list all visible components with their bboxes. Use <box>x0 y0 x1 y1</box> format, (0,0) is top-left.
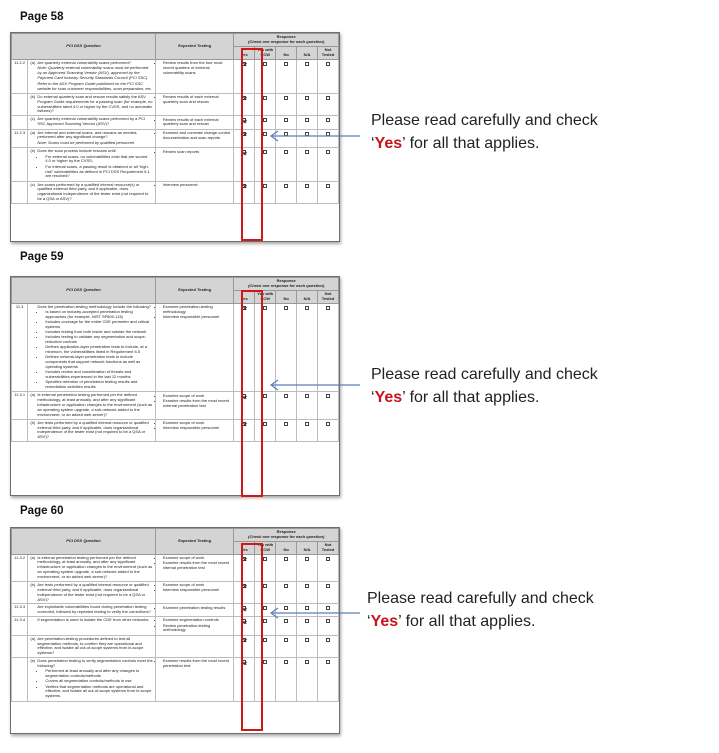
question-text: Are scans performed by a qualified internal resource(s) or qualified external third party, and if applicable, does organizational independence of the tester exist (not required to be a QSA or ASV)? <box>37 181 149 202</box>
question-cell <box>28 554 156 581</box>
column-header-yes: Yes <box>234 46 255 59</box>
question-cell <box>28 581 156 604</box>
item-marker: (a) <box>30 554 36 560</box>
item-marker: (b) <box>30 148 36 154</box>
table-row <box>12 116 339 129</box>
item-marker: (a) <box>30 129 36 135</box>
yes-emphasis: Yes <box>370 613 399 630</box>
response-cell-na <box>297 148 318 181</box>
response-cell-na <box>297 554 318 581</box>
item-marker: (a) <box>30 59 36 65</box>
response-cell-no <box>276 116 297 129</box>
yes-ccw-checkbox[interactable] <box>263 557 267 561</box>
response-cell-not-tested <box>318 148 339 181</box>
item-marker: (b) <box>30 93 36 99</box>
question-text: Are penetration-testing procedures defined to test all segmentation methods, to confirm they are operational and effective, and isolate all out-of-scope systems from in-scope systems? <box>37 635 144 656</box>
table-row <box>12 581 339 604</box>
question-text: Does the scan process include rescans until: <box>37 148 117 154</box>
column-header-yes: Yes <box>234 290 255 303</box>
question-cell <box>28 93 156 116</box>
column-header-na: N/A <box>297 290 318 303</box>
column-header-question: PCI DSS Question <box>12 529 156 555</box>
table-row <box>12 658 339 701</box>
arrow-icon-58 <box>268 129 362 143</box>
no-checkbox[interactable] <box>284 118 288 122</box>
testing-item: • Examine scope of work <box>163 583 231 588</box>
item-marker: (c) <box>30 181 36 187</box>
response-cell-na <box>297 59 318 93</box>
column-header-yes-ccw: Yes with CCW <box>255 46 276 59</box>
question-note: Note: Quarterly external vulnerability scans must be performed by an Approved Scanning Vendor (ASV), approved by the Payment Card Industry Security Standards Council (PCI SSC). <box>37 65 149 81</box>
requirement-ref: 11.3.1 <box>12 392 28 419</box>
column-header-response <box>234 529 339 542</box>
testing-cell <box>155 93 233 116</box>
not-tested-checkbox[interactable] <box>326 184 330 188</box>
response-title: Response <box>276 278 296 283</box>
response-cell-na <box>297 658 318 701</box>
question-text: Are exploitable vulnerabilities found during penetration testing corrected, followed by repeated testing to verify the corrections? <box>37 604 151 615</box>
question-bullet: • Includes testing from both inside and outside the network <box>45 330 153 335</box>
not-tested-checkbox[interactable] <box>326 118 330 122</box>
testing-cell <box>155 554 233 581</box>
yes-ccw-checkbox[interactable] <box>263 619 267 623</box>
column-header-yes-ccw: Yes with CCW <box>255 541 276 554</box>
instruction-line-2: ’ for all that applies. <box>402 135 540 152</box>
question-cell <box>28 658 156 701</box>
response-cell-na <box>297 635 318 658</box>
no-checkbox[interactable] <box>284 394 288 398</box>
column-header-no: No <box>276 541 297 554</box>
question-bullet: • Verifies that segmentation methods are operational and effective, and isolate all out-of-scope systems from in-scope systems. <box>45 685 153 700</box>
requirement-ref <box>12 116 28 129</box>
requirement-ref: 11.2.3 <box>12 129 28 148</box>
testing-cell <box>155 148 233 181</box>
response-cell-no <box>276 419 297 442</box>
question-text: Do external quarterly scan and rescan results satisfy the ASV Program Guide requirements for a passing scan (for example, no vulnerabilities rated 4.0 or higher by the CVSS, and no automatic failures)? <box>37 93 153 114</box>
response-cell-no <box>276 635 297 658</box>
not-tested-checkbox[interactable] <box>326 557 330 561</box>
table-row <box>12 148 339 181</box>
question-bullet: • Includes review and consideration of threats and vulnerabilities experienced in the last 12 months <box>45 370 153 380</box>
response-cell-na <box>297 116 318 129</box>
table-row <box>12 554 339 581</box>
question-bullet: • Includes testing to validate any segmentation and scope-reduction controls <box>45 335 153 345</box>
testing-item: • Interview responsible personnel <box>163 426 231 431</box>
testing-cell <box>155 303 233 392</box>
open-quote: ‘ <box>371 135 375 152</box>
response-cell-no <box>276 148 297 181</box>
testing-cell <box>155 419 233 442</box>
column-header-testing: Expected Testing <box>155 278 233 304</box>
no-checkbox[interactable] <box>284 584 288 588</box>
instruction-line-1: Please read carefully and check <box>371 366 598 383</box>
arrow-icon-60 <box>268 606 362 620</box>
question-text: Is external penetration testing performed per the defined methodology, at least annually, and after any significant infrastructure or application changes to the environment (such as an operating system upgrade, a sub-network added to the environment, or an added web server)? <box>37 392 153 417</box>
instruction-line-1: Please read carefully and check <box>367 590 594 607</box>
column-header-question: PCI DSS Question <box>12 278 156 304</box>
question-text: Are tests performed by a qualified internal resource or qualified external third party, and if applicable, does organizational independence of the tester exist (not required to be a QSA or ASV)? <box>37 419 149 440</box>
column-header-testing: Expected Testing <box>155 529 233 555</box>
response-subtitle: (Check one response for each question) <box>248 38 325 44</box>
yes-ccw-checkbox[interactable] <box>263 660 267 664</box>
column-header-question: PCI DSS Question <box>12 34 156 60</box>
response-cell-not-tested <box>318 658 339 701</box>
question-text: Are quarterly external vulnerability scans performed? <box>37 59 131 65</box>
yes-ccw-checkbox[interactable] <box>263 150 267 154</box>
instruction-note-60 <box>367 587 667 633</box>
question-bullet: • Performed at least annually and after any changes to segmentation controls/methods <box>45 669 153 679</box>
testing-cell <box>155 392 233 419</box>
na-checkbox[interactable] <box>305 306 309 310</box>
testing-cell <box>155 59 233 93</box>
no-checkbox[interactable] <box>284 638 288 642</box>
requirement-ref <box>12 419 28 442</box>
instruction-note-58 <box>371 109 671 155</box>
response-cell-not-tested <box>318 181 339 204</box>
question-text: Are tests performed by a qualified internal resource or qualified external third party, and if applicable, does organizational independence of the tester exist (not required to be a QSA or ASV)? <box>37 581 149 602</box>
table-row <box>12 392 339 419</box>
testing-item: • Interview responsible personnel <box>163 588 231 593</box>
column-header-not-tested: Not Tested <box>318 541 339 554</box>
question-text: Are quarterly external vulnerability scans performed by a PCI SSC Approved Scanning Vendor (ASV)? <box>37 116 146 127</box>
not-tested-checkbox[interactable] <box>326 660 330 664</box>
na-checkbox[interactable] <box>305 150 309 154</box>
response-cell-no <box>276 392 297 419</box>
testing-item: • Examine results from the most recent internal penetration test <box>163 561 231 571</box>
not-tested-checkbox[interactable] <box>326 62 330 66</box>
item-marker: (b) <box>30 581 36 587</box>
question-bullet: • Includes coverage for the entire CDE perimeter and critical systems <box>45 320 153 330</box>
table-row <box>12 419 339 442</box>
open-quote: ‘ <box>367 613 371 630</box>
column-header-no: No <box>276 46 297 59</box>
response-cell-not-tested <box>318 554 339 581</box>
testing-cell <box>155 635 233 658</box>
testing-item: • Review results from the four most recent quarters of external vulnerability scans <box>163 61 231 76</box>
na-checkbox[interactable] <box>305 62 309 66</box>
testing-item: • Examine results from the most recent penetration test <box>163 659 231 669</box>
question-cell <box>28 419 156 442</box>
response-cell-not-tested <box>318 419 339 442</box>
item-marker <box>30 618 37 623</box>
question-text: Are internal and external scans, and rescans as needed, performed after any significant change? <box>37 129 138 140</box>
testing-item: • Examine penetration-testing methodology <box>163 305 231 315</box>
item-marker: (a) <box>30 635 36 641</box>
question-cell <box>28 617 156 636</box>
column-header-not-tested: Not Tested <box>318 290 339 303</box>
testing-item: • Review results of each external quarterly scan and rescan <box>163 118 231 128</box>
item-marker: (b) <box>30 419 36 425</box>
response-title: Response <box>276 529 296 534</box>
no-checkbox[interactable] <box>284 62 288 66</box>
na-checkbox[interactable] <box>305 184 309 188</box>
column-header-na: N/A <box>297 46 318 59</box>
response-subtitle: (Check one response for each question) <box>248 533 325 539</box>
response-cell-na <box>297 419 318 442</box>
column-header-no: No <box>276 290 297 303</box>
response-cell-no <box>276 59 297 93</box>
yes-ccw-checkbox[interactable] <box>263 118 267 122</box>
question-note: Note: Scans must be performed by qualified personnel. <box>37 140 135 146</box>
item-marker: (a) <box>30 392 36 398</box>
yes-column-highlight-60 <box>241 543 263 731</box>
item-marker <box>30 605 37 615</box>
question-cell <box>28 604 156 617</box>
instruction-line-2: ’ for all that applies. <box>402 389 540 406</box>
response-cell-na <box>297 181 318 204</box>
response-cell-no <box>276 93 297 116</box>
response-cell-not-tested <box>318 93 339 116</box>
requirement-ref: 11.2.2 <box>12 59 28 93</box>
yes-ccw-checkbox[interactable] <box>263 638 267 642</box>
response-cell-not-tested <box>318 392 339 419</box>
column-header-response <box>234 278 339 291</box>
column-header-testing: Expected Testing <box>155 34 233 60</box>
not-tested-checkbox[interactable] <box>326 584 330 588</box>
yes-ccw-checkbox[interactable] <box>263 306 267 310</box>
requirement-ref: 11.3.2 <box>12 554 28 581</box>
no-checkbox[interactable] <box>284 96 288 100</box>
requirement-ref <box>12 635 28 658</box>
response-cell-na <box>297 581 318 604</box>
testing-item: • Examine scope of work <box>163 394 231 399</box>
testing-item: • Examine scope of work <box>163 421 231 426</box>
na-checkbox[interactable] <box>305 118 309 122</box>
response-cell-no <box>276 181 297 204</box>
na-checkbox[interactable] <box>305 660 309 664</box>
na-checkbox[interactable] <box>305 96 309 100</box>
column-header-not-tested: Not Tested <box>318 46 339 59</box>
requirement-ref <box>12 658 28 701</box>
question-note: Refer to the ASV Program Guide published on the PCI SSC website for scan customer responsibilities, scan preparation, etc. <box>37 81 152 91</box>
question-text: Does penetration testing to verify segmentation controls meet the following? <box>37 658 153 669</box>
question-text: Does the penetration-testing methodology include the following? <box>37 303 151 309</box>
item-marker: (c) <box>30 116 36 122</box>
table-row <box>12 635 339 658</box>
testing-item: • Examine segmentation controls <box>163 618 231 623</box>
item-marker: (b) <box>30 658 36 664</box>
not-tested-checkbox[interactable] <box>326 422 330 426</box>
testing-item: • Review penetration-testing methodology <box>163 624 231 634</box>
column-header-response <box>234 34 339 47</box>
testing-cell <box>155 116 233 129</box>
question-cell <box>28 303 156 392</box>
testing-cell <box>155 181 233 204</box>
not-tested-checkbox[interactable] <box>326 150 330 154</box>
no-checkbox[interactable] <box>284 557 288 561</box>
question-bullet: • Is based on industry-accepted penetration testing approaches (for example, NIST SP800-115) <box>45 310 153 320</box>
question-text: Is internal penetration testing performed per the defined methodology, at least annually, and after any significant infrastructure or application changes to the environment (such as an operating system upgrade, a sub-network added to the environment, or an added web server)? <box>37 554 153 579</box>
open-quote: ‘ <box>371 389 375 406</box>
requirement-ref: 11.3 <box>12 303 28 392</box>
form-table-page-60 <box>10 527 340 734</box>
question-cell <box>28 129 156 148</box>
na-checkbox[interactable] <box>305 394 309 398</box>
question-cell <box>28 116 156 129</box>
yes-column-highlight-59 <box>241 290 263 497</box>
no-checkbox[interactable] <box>284 150 288 154</box>
response-cell-no <box>276 554 297 581</box>
page-label-59: Page 59 <box>20 251 64 263</box>
question-bullet: • Defines network-layer penetration tests to include components that support network functions as well as operating systems <box>45 355 153 370</box>
testing-item: • Interview responsible personnel <box>163 315 231 320</box>
question-cell <box>28 392 156 419</box>
not-tested-checkbox[interactable] <box>326 394 330 398</box>
testing-item: • Examine results from the most recent external penetration test <box>163 399 231 409</box>
testing-item: • Examine and correlate change control documentation and scan reports <box>163 131 231 141</box>
testing-item: • Review scan reports <box>163 150 231 155</box>
table-row <box>12 93 339 116</box>
yes-ccw-checkbox[interactable] <box>263 184 267 188</box>
no-checkbox[interactable] <box>284 422 288 426</box>
yes-emphasis: Yes <box>374 135 403 152</box>
response-cell-not-tested <box>318 635 339 658</box>
question-cell <box>28 181 156 204</box>
response-cell-na <box>297 93 318 116</box>
requirement-ref <box>12 181 28 204</box>
response-cell-no <box>276 658 297 701</box>
yes-column-highlight-58 <box>241 48 263 241</box>
instruction-note-59 <box>371 363 671 409</box>
question-cell <box>28 59 156 93</box>
testing-cell <box>155 581 233 604</box>
response-cell-no <box>276 581 297 604</box>
yes-ccw-checkbox[interactable] <box>263 394 267 398</box>
question-bullet: • Covers all segmentation controls/methods in use <box>45 679 153 684</box>
requirement-ref: 11.3.4 <box>12 617 28 636</box>
yes-emphasis: Yes <box>374 389 403 406</box>
na-checkbox[interactable] <box>305 422 309 426</box>
column-header-yes-ccw: Yes with CCW <box>255 290 276 303</box>
arrow-icon-59 <box>268 378 362 392</box>
yes-ccw-checkbox[interactable] <box>263 96 267 100</box>
requirement-ref: 11.3.3 <box>12 604 28 617</box>
testing-cell <box>155 604 233 617</box>
response-title: Response <box>276 34 296 39</box>
yes-ccw-checkbox[interactable] <box>263 62 267 66</box>
question-bullet: • Defines application-layer penetration tests to include, at a minimum, the vulnerabilities listed in Requirement 6.5 <box>45 345 153 355</box>
page-label-60: Page 60 <box>20 505 64 517</box>
column-header-yes: Yes <box>234 541 255 554</box>
response-cell-not-tested <box>318 59 339 93</box>
testing-cell <box>155 658 233 701</box>
no-checkbox[interactable] <box>284 660 288 664</box>
testing-item: • Examine penetration testing results <box>163 606 231 611</box>
yes-ccw-checkbox[interactable] <box>263 584 267 588</box>
yes-ccw-checkbox[interactable] <box>263 422 267 426</box>
yes-ccw-checkbox[interactable] <box>263 132 267 136</box>
requirement-ref <box>12 581 28 604</box>
table-row <box>12 181 339 204</box>
question-bullet: • For internal scans, a passing result is obtained or all “high-risk” vulnerabilities as defined in PCI DSS Requirement 6.1 are resolved? <box>45 165 153 180</box>
requirement-ref <box>12 148 28 181</box>
na-checkbox[interactable] <box>305 557 309 561</box>
response-cell-na <box>297 392 318 419</box>
testing-cell <box>155 129 233 148</box>
question-text: If segmentation is used to isolate the CDE from other networks: <box>37 617 150 623</box>
not-tested-checkbox[interactable] <box>326 96 330 100</box>
yes-ccw-checkbox[interactable] <box>263 606 267 610</box>
no-checkbox[interactable] <box>284 306 288 310</box>
requirement-ref <box>12 93 28 116</box>
testing-item: • Interview personnel <box>163 183 231 188</box>
question-cell <box>28 635 156 658</box>
testing-item: • Review results of each external quarterly scan and rescan <box>163 95 231 105</box>
not-tested-checkbox[interactable] <box>326 306 330 310</box>
na-checkbox[interactable] <box>305 584 309 588</box>
response-cell-not-tested <box>318 116 339 129</box>
testing-cell <box>155 617 233 636</box>
question-bullet: • Specifies retention of penetration testing results and remediation activities results <box>45 380 153 390</box>
response-subtitle: (Check one response for each question) <box>248 282 325 288</box>
table-row <box>12 59 339 93</box>
instruction-line-1: Please read carefully and check <box>371 112 598 129</box>
no-checkbox[interactable] <box>284 184 288 188</box>
question-bullet: • For external scans, no vulnerabilities exist that are scored 4.0 or higher by the CVSS; <box>45 155 153 165</box>
page-label-58: Page 58 <box>20 11 64 23</box>
question-cell <box>28 148 156 181</box>
testing-item: • Examine scope of work <box>163 556 231 561</box>
response-cell-not-tested <box>318 581 339 604</box>
na-checkbox[interactable] <box>305 638 309 642</box>
not-tested-checkbox[interactable] <box>326 638 330 642</box>
instruction-line-2: ’ for all that applies. <box>398 613 536 630</box>
column-header-na: N/A <box>297 541 318 554</box>
